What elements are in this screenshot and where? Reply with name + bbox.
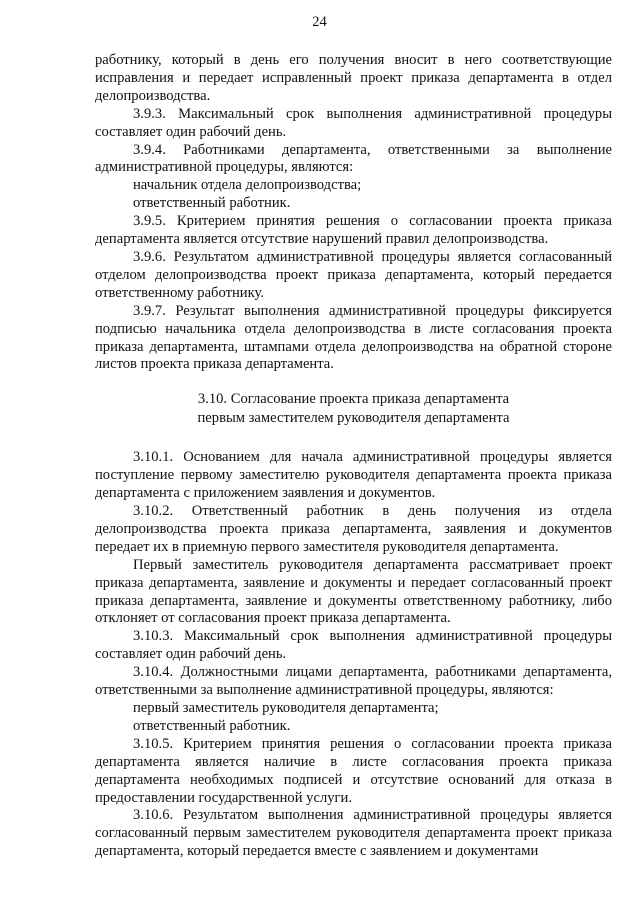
paragraph-3-10-5: 3.10.5. Критерием принятия решения о согласовании проекта приказа департамента является наличие в листе согласования проекта приказа департамента необходимых подписей и отсутствие оснований для отказа в предоставлении государственной услуги. <box>95 735 612 806</box>
list-item: ответственный работник. <box>133 195 291 212</box>
paragraph-3-10-1: 3.10.1. Основанием для начала административной процедуры является поступление первому заместителю руководителя департамента проекта приказа департамента с приложением заявления и документов. <box>95 449 612 502</box>
paragraph-3-9-4: 3.9.4. Работниками департамента, ответственными за выполнение административной процедуры, являются: <box>95 141 612 176</box>
page-number: 24 <box>312 14 327 30</box>
paragraph-3-9-6: 3.9.6. Результатом административной процедуры является согласованный отделом делопроизводства проект приказа департамента, который передается ответственному работнику. <box>95 248 612 301</box>
paragraph: работнику, который в день его получения вносит в него соответствующие исправления и передает исправленный проект приказа департамента в отдел делопроизводства. <box>95 52 612 104</box>
paragraph-3-10-6: 3.10.6. Результатом выполнения административной процедуры является согласованный первым заместителем руководителя департамента проект приказа департамента, который передается вместе с заявлением и документами <box>95 807 612 860</box>
list-item: первый заместитель руководителя департамента; <box>133 700 439 716</box>
paragraph-3-9-7: 3.9.7. Результат выполнения административной процедуры фиксируется подписью начальника отдела делопроизводства в листе согласования проекта приказа департамента, штампами отдела делопроизводства на обратной стороне листов проекта приказа департамента. <box>95 302 612 373</box>
paragraph-3-9-3: 3.9.3. Максимальный срок выполнения административной процедуры составляет один рабочий день. <box>95 105 612 140</box>
paragraph-3-10-3: 3.10.3. Максимальный срок выполнения административной процедуры составляет один рабочий день. <box>95 628 612 663</box>
section-heading-line: 3.10. Согласование проекта приказа департамента <box>197 391 510 408</box>
section-heading <box>95 390 612 428</box>
list-item: начальник отдела делопроизводства; <box>133 177 362 194</box>
list-item: ответственный работник. <box>133 717 291 734</box>
paragraph-3-9-5: 3.9.5. Критерием принятия решения о согласовании проекта приказа департамента является отсутствие нарушений правил делопроизводства. <box>95 213 612 248</box>
paragraph: Первый заместитель руководителя департамента рассматривает проект приказа департамента, заявление и документы и передает согласованный проект приказа департамента, заявление и документы ответственному работнику, либо отклоняет от согласования проект приказа департамента. <box>95 556 612 627</box>
paragraph-3-10-2: 3.10.2. Ответственный работник в день получения из отдела делопроизводства проекта приказа департамента, заявления и документов передает их в приемную первого заместителя руководителя департамента. <box>95 503 612 555</box>
document-body <box>95 52 612 861</box>
section-heading-line: первым заместителем руководителя департамента <box>197 410 510 427</box>
paragraph-3-10-4: 3.10.4. Должностными лицами департамента, работниками департамента, ответственными за выполнение административной процедуры, являются: <box>95 664 612 699</box>
